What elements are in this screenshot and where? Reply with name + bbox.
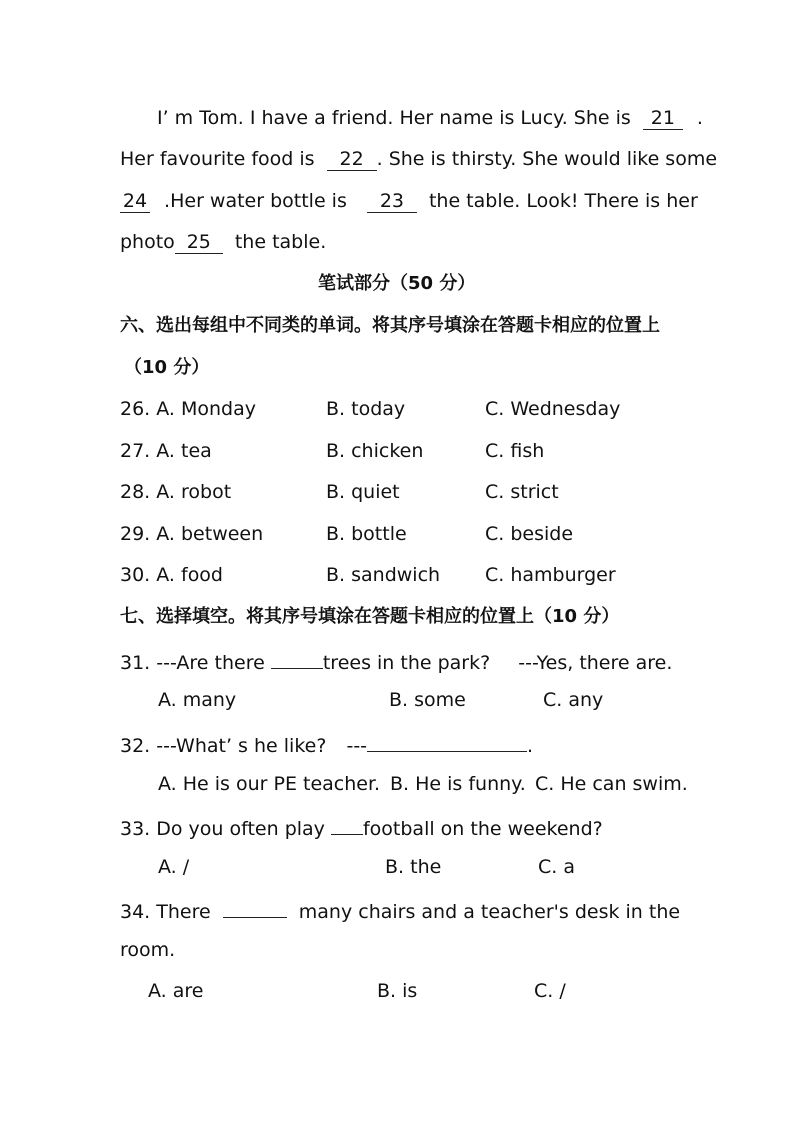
q32-text: 32. ---What’ s he like? xyxy=(120,735,327,757)
q32-period: . xyxy=(527,735,534,757)
q34-text: many chairs and a teacher's desk in the xyxy=(298,901,681,923)
q31-reply: ---Yes, there are. xyxy=(518,652,673,674)
q26-option-a: 26. A. Monday xyxy=(120,398,257,420)
q31-option-a: A. many xyxy=(158,689,237,711)
q31-stem xyxy=(120,646,672,676)
passage-line-1 xyxy=(157,105,703,131)
q31-text: 31. ---Are there xyxy=(120,652,265,674)
q33-option-b: B. the xyxy=(385,856,442,878)
q33-text: football on the weekend? xyxy=(362,818,603,840)
blank-22: 22 xyxy=(327,148,377,171)
q30-option-b: B. sandwich xyxy=(326,564,441,586)
section-heading-written: 笔试部分（50 分） xyxy=(318,273,476,294)
blank-21: 21 xyxy=(643,107,683,130)
q34-option-a: A. are xyxy=(148,980,204,1002)
q26-option-b: B. today xyxy=(326,398,406,420)
q27-option-b: B. chicken xyxy=(326,440,424,462)
passage-text: Her favourite food is xyxy=(120,148,315,170)
q32-blank xyxy=(367,729,527,752)
q33-option-a: A. / xyxy=(158,856,190,878)
passage-line-3 xyxy=(120,188,698,214)
q32-option-a: A. He is our PE teacher. xyxy=(158,773,381,795)
q33-option-c: C. a xyxy=(538,856,575,878)
q33-text: 33. Do you often play xyxy=(120,818,325,840)
q32-stem xyxy=(120,729,533,759)
q32-option-c: C. He can swim. xyxy=(535,773,688,795)
passage-line-4 xyxy=(120,229,326,255)
q29-option-c: C. beside xyxy=(485,523,574,545)
q26-option-c: C. Wednesday xyxy=(485,398,621,420)
q29-option-b: B. bottle xyxy=(326,523,407,545)
passage-text: I’ m Tom. I have a friend. Her name is Lucy. She is xyxy=(157,107,631,129)
q34-stem xyxy=(120,895,680,925)
passage-text: the table. Look! There is her xyxy=(428,190,698,212)
q31-option-b: B. some xyxy=(389,689,466,711)
q27-option-a: 27. A. tea xyxy=(120,440,212,462)
q30-option-a: 30. A. food xyxy=(120,564,223,586)
q34-text: 34. There xyxy=(120,901,211,923)
passage-line-2 xyxy=(120,146,717,172)
q32-dashes: --- xyxy=(346,735,368,757)
section7-title: 七、选择填空。将其序号填涂在答题卡相应的位置上（10 分） xyxy=(120,606,620,627)
q32-option-b: B. He is funny. xyxy=(390,773,526,795)
blank-25: 25 xyxy=(175,231,223,254)
q34-option-b: B. is xyxy=(377,980,418,1002)
q31-blank xyxy=(271,646,323,669)
q30-option-c: C. hamburger xyxy=(485,564,616,586)
section6-title: 六、选出每组中不同类的单词。将其序号填涂在答题卡相应的位置上 xyxy=(120,315,660,336)
passage-text: photo xyxy=(120,231,175,253)
q33-blank xyxy=(331,812,363,835)
blank-24: 24 xyxy=(120,190,150,213)
q33-stem xyxy=(120,812,603,842)
passage-text: . She is thirsty. She would like some xyxy=(376,148,718,170)
q27-option-c: C. fish xyxy=(485,440,545,462)
section6-title-points: （10 分） xyxy=(124,357,210,378)
q28-option-a: 28. A. robot xyxy=(120,481,232,503)
q28-option-b: B. quiet xyxy=(326,481,400,503)
q28-option-c: C. strict xyxy=(485,481,559,503)
q31-option-c: C. any xyxy=(543,689,604,711)
q34-option-c: C. / xyxy=(534,980,566,1002)
passage-text: . xyxy=(696,107,703,129)
blank-23: 23 xyxy=(367,190,417,213)
passage-text: the table. xyxy=(234,231,327,253)
q29-option-a: 29. A. between xyxy=(120,523,264,545)
q34-stem-cont: room. xyxy=(120,939,176,961)
q31-text: trees in the park? xyxy=(322,652,491,674)
q34-blank xyxy=(223,895,287,918)
passage-text: .Her water bottle is xyxy=(164,190,347,212)
